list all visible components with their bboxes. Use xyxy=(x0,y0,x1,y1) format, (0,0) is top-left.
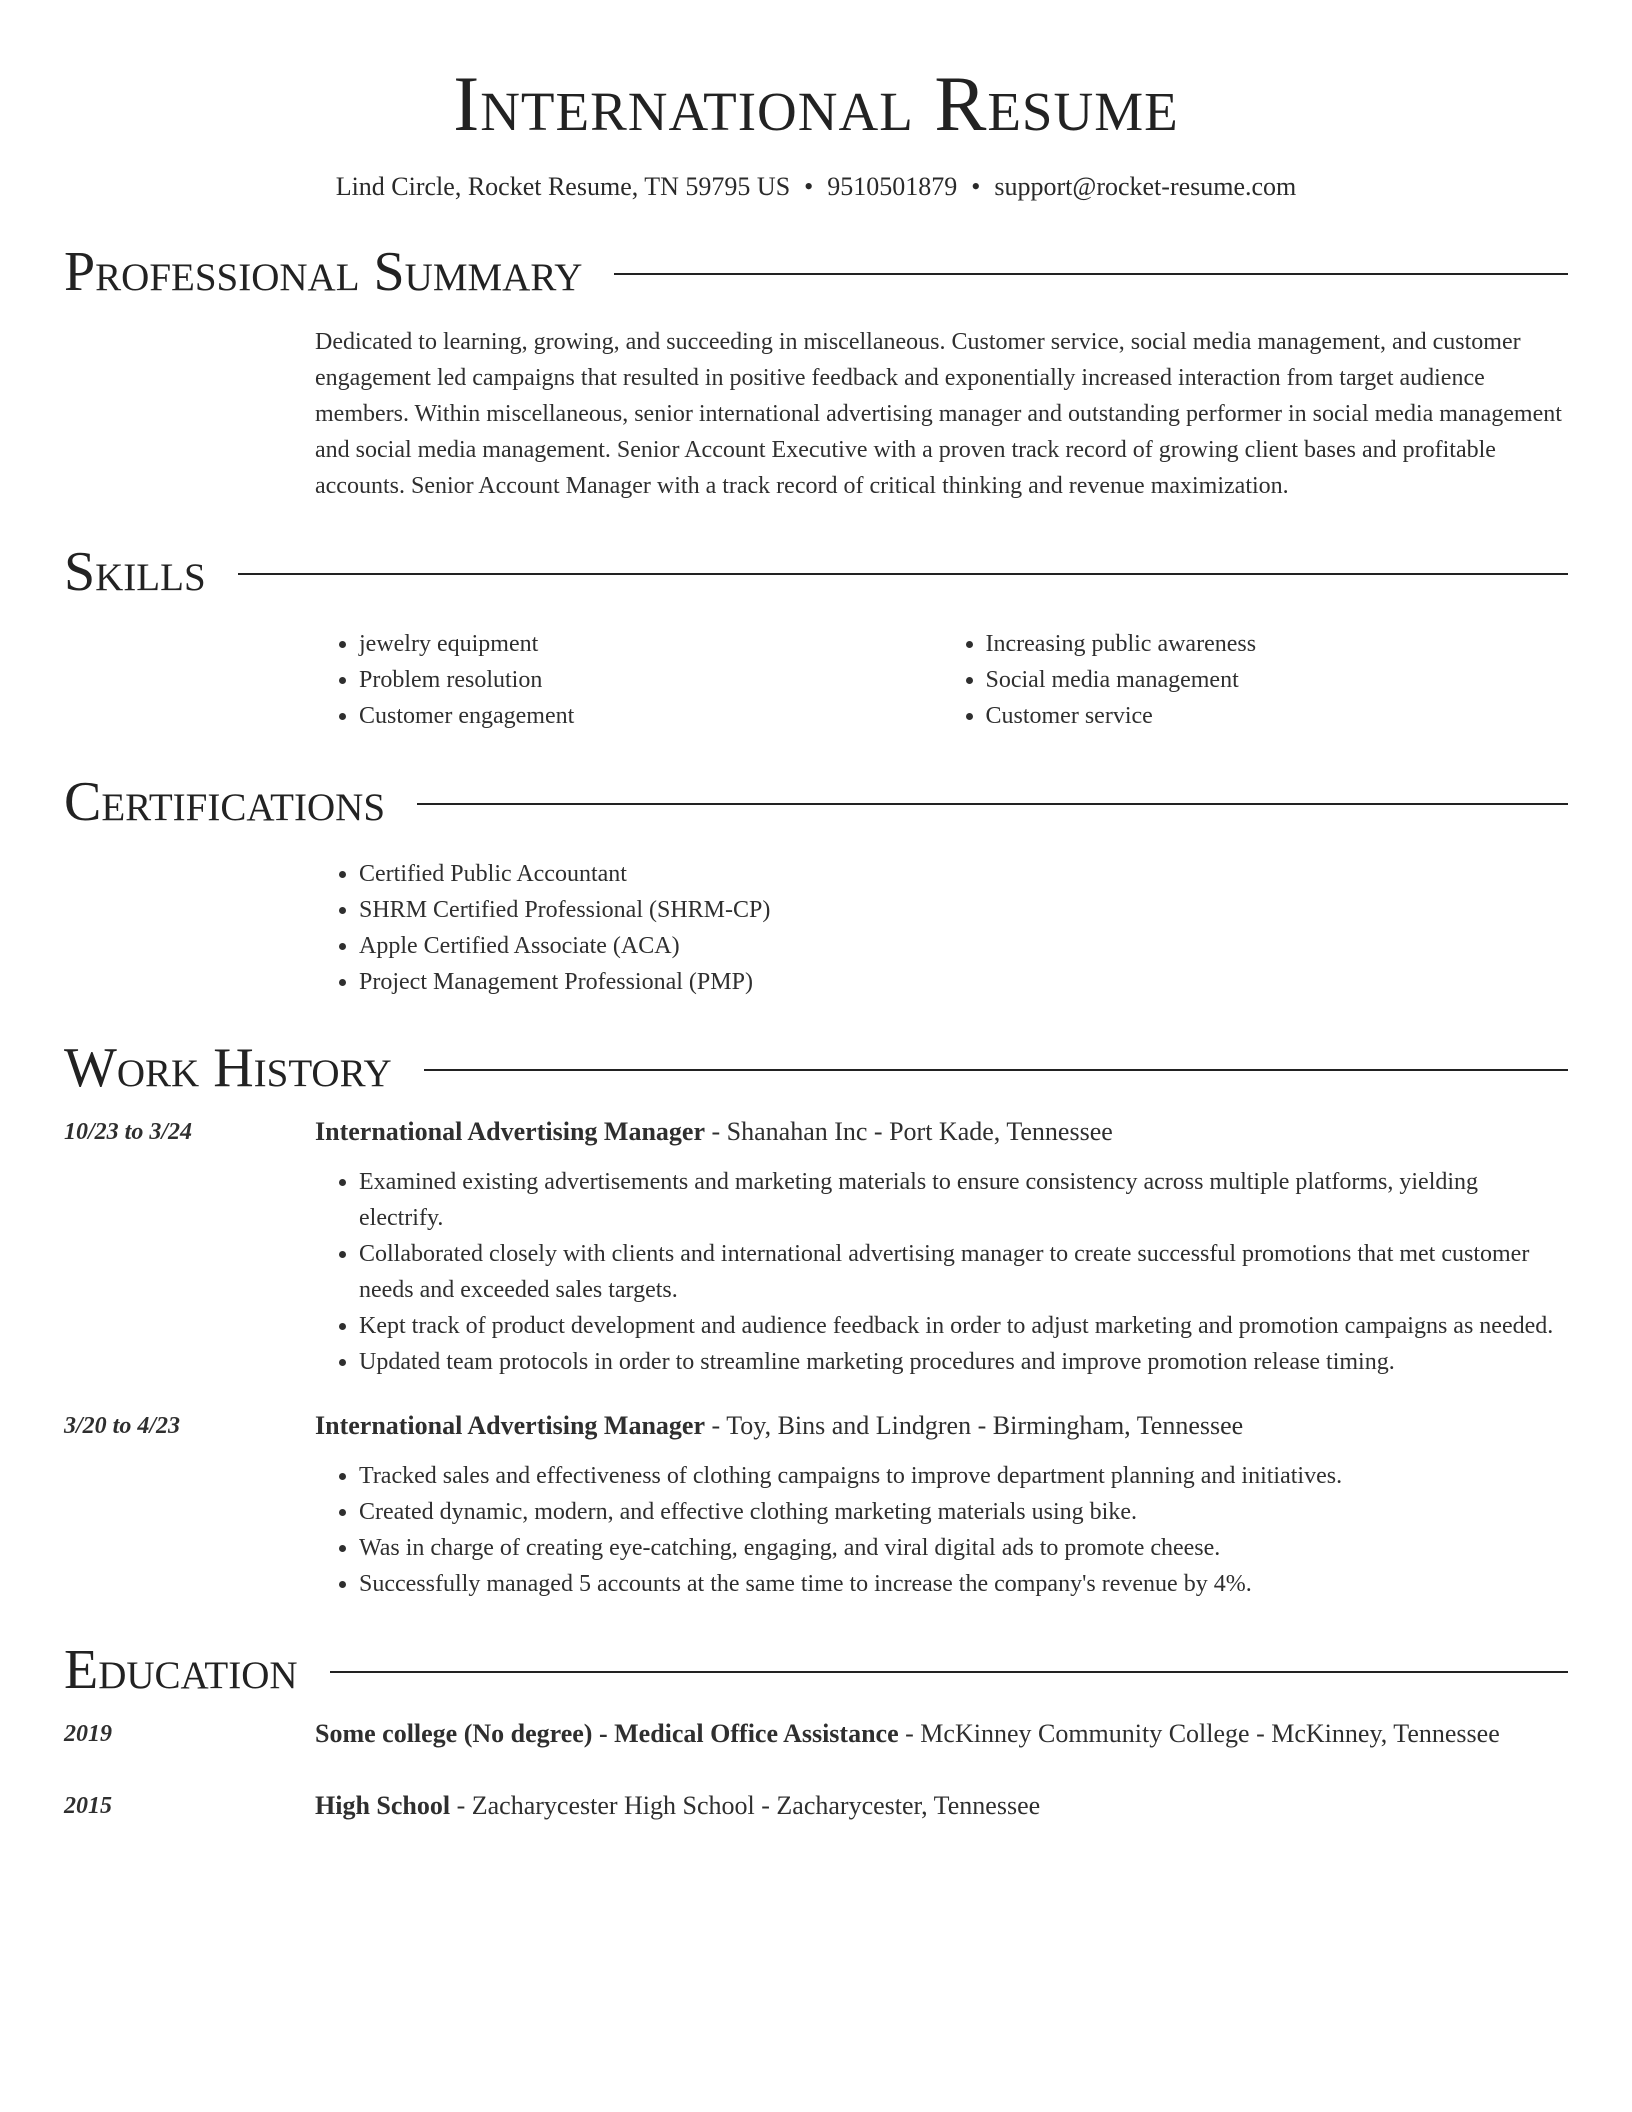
job-dates: 10/23 to 3/24 xyxy=(64,1119,193,1145)
contact-phone: 9510501879 xyxy=(827,172,958,201)
education-year: 2019 xyxy=(64,1721,112,1747)
job-bullet: • Successfully managed 5 accounts at the same time to increase the company's revenue by 4%. xyxy=(359,1566,1568,1602)
certification-item: • Certified Public Accountant xyxy=(359,856,1568,892)
section-divider xyxy=(614,273,1568,275)
education-section-header xyxy=(64,1638,1568,1702)
section-divider xyxy=(330,1671,1568,1673)
job-title: International Advertising Manager xyxy=(315,1117,705,1146)
certification-item: • Apple Certified Associate (ACA) xyxy=(359,928,1568,964)
skills-heading: Skills xyxy=(64,541,206,603)
job-bullet: • Was in charge of creating eye-catching, engaging, and viral digital ads to promote cheese. xyxy=(359,1530,1568,1566)
education-degree: Some college (No degree) - Medical Office Assistance xyxy=(315,1719,899,1748)
job-employer: - Shanahan Inc - Port Kade, Tennessee xyxy=(705,1117,1113,1146)
education-detail xyxy=(315,1716,1568,1752)
job-dates: 3/20 to 4/23 xyxy=(64,1413,181,1439)
summary-heading: Professional Summary xyxy=(64,241,583,303)
contact-separator: • xyxy=(971,172,981,201)
certifications-section-header xyxy=(64,770,1568,834)
job-bullet: • Kept track of product development and audience feedback in order to adjust marketing and promotion campaigns as needed. xyxy=(359,1308,1568,1344)
certification-item: • Project Management Professional (PMP) xyxy=(359,964,1568,1000)
skills-section-header xyxy=(64,540,1568,604)
education-degree: High School xyxy=(315,1791,451,1820)
education-heading: Education xyxy=(64,1639,298,1701)
job-entry xyxy=(64,1408,1568,1602)
work-heading: Work History xyxy=(64,1037,392,1099)
skills-column-left xyxy=(315,626,942,734)
skill-item: • Customer engagement xyxy=(359,698,942,734)
resume-title: International Resume xyxy=(453,60,1179,147)
job-employer: - Toy, Bins and Lindgren - Birmingham, Tennessee xyxy=(705,1411,1244,1440)
job-entry xyxy=(64,1114,1568,1380)
section-divider xyxy=(424,1069,1568,1071)
job-details xyxy=(315,1408,1568,1602)
skill-item: • jewelry equipment xyxy=(359,626,942,662)
contact-line xyxy=(64,170,1568,204)
skill-item: • Increasing public awareness xyxy=(986,626,1569,662)
certifications-heading: Certifications xyxy=(64,771,386,833)
job-title: International Advertising Manager xyxy=(315,1411,705,1440)
education-detail xyxy=(315,1788,1568,1824)
skill-item: • Social media management xyxy=(986,662,1569,698)
job-bullet: • Created dynamic, modern, and effective clothing marketing materials using bike. xyxy=(359,1494,1568,1530)
job-title-line xyxy=(315,1114,1568,1150)
summary-section-header xyxy=(64,240,1568,304)
contact-email: support@rocket-resume.com xyxy=(994,172,1297,201)
skills-column-right xyxy=(942,626,1569,734)
contact-separator: • xyxy=(804,172,814,201)
education-year: 2015 xyxy=(64,1793,112,1819)
work-section-header xyxy=(64,1036,1568,1100)
skills-list xyxy=(315,626,1568,734)
education-school: - Zacharycester High School - Zacharycester, Tennessee xyxy=(450,1791,1041,1820)
certifications-list xyxy=(315,856,1568,1000)
skill-item: • Problem resolution xyxy=(359,662,942,698)
job-bullets xyxy=(315,1458,1568,1602)
job-bullets xyxy=(315,1164,1568,1380)
education-entry xyxy=(64,1716,1568,1752)
skill-item: • Customer service xyxy=(986,698,1569,734)
job-title-line xyxy=(315,1408,1568,1444)
contact-address: Lind Circle, Rocket Resume, TN 59795 US xyxy=(335,172,791,201)
job-bullet: • Tracked sales and effectiveness of clothing campaigns to improve department planning and initiatives. xyxy=(359,1458,1568,1494)
job-details xyxy=(315,1114,1568,1380)
certification-item: • SHRM Certified Professional (SHRM-CP) xyxy=(359,892,1568,928)
certifications-bullets xyxy=(315,856,1568,1000)
education-school: - McKinney Community College - McKinney, Tennessee xyxy=(898,1719,1500,1748)
job-bullet: • Updated team protocols in order to streamline marketing procedures and improve promotion release timing. xyxy=(359,1344,1568,1380)
job-bullet: • Collaborated closely with clients and international advertising manager to create successful promotions that met customer needs and exceeded sales targets. xyxy=(359,1236,1568,1308)
education-entry xyxy=(64,1788,1568,1824)
job-bullet: • Examined existing advertisements and marketing materials to ensure consistency across multiple platforms, yielding electrify. xyxy=(359,1164,1568,1236)
summary-text: Dedicated to learning, growing, and succeeding in miscellaneous. Customer service, social media management, and customer engagement led campaigns that resulted in positive feedback and exponentially increased interaction from target audience members. Within miscellaneous, senior international advertising manager and outstanding performer in social media management and social media management. Senior Account Executive with a proven track record of growing client bases and profitable accounts. Senior Account Manager with a track record of critical thinking and revenue maximization. xyxy=(315,329,1562,499)
section-divider xyxy=(417,803,1568,805)
section-divider xyxy=(238,573,1568,575)
